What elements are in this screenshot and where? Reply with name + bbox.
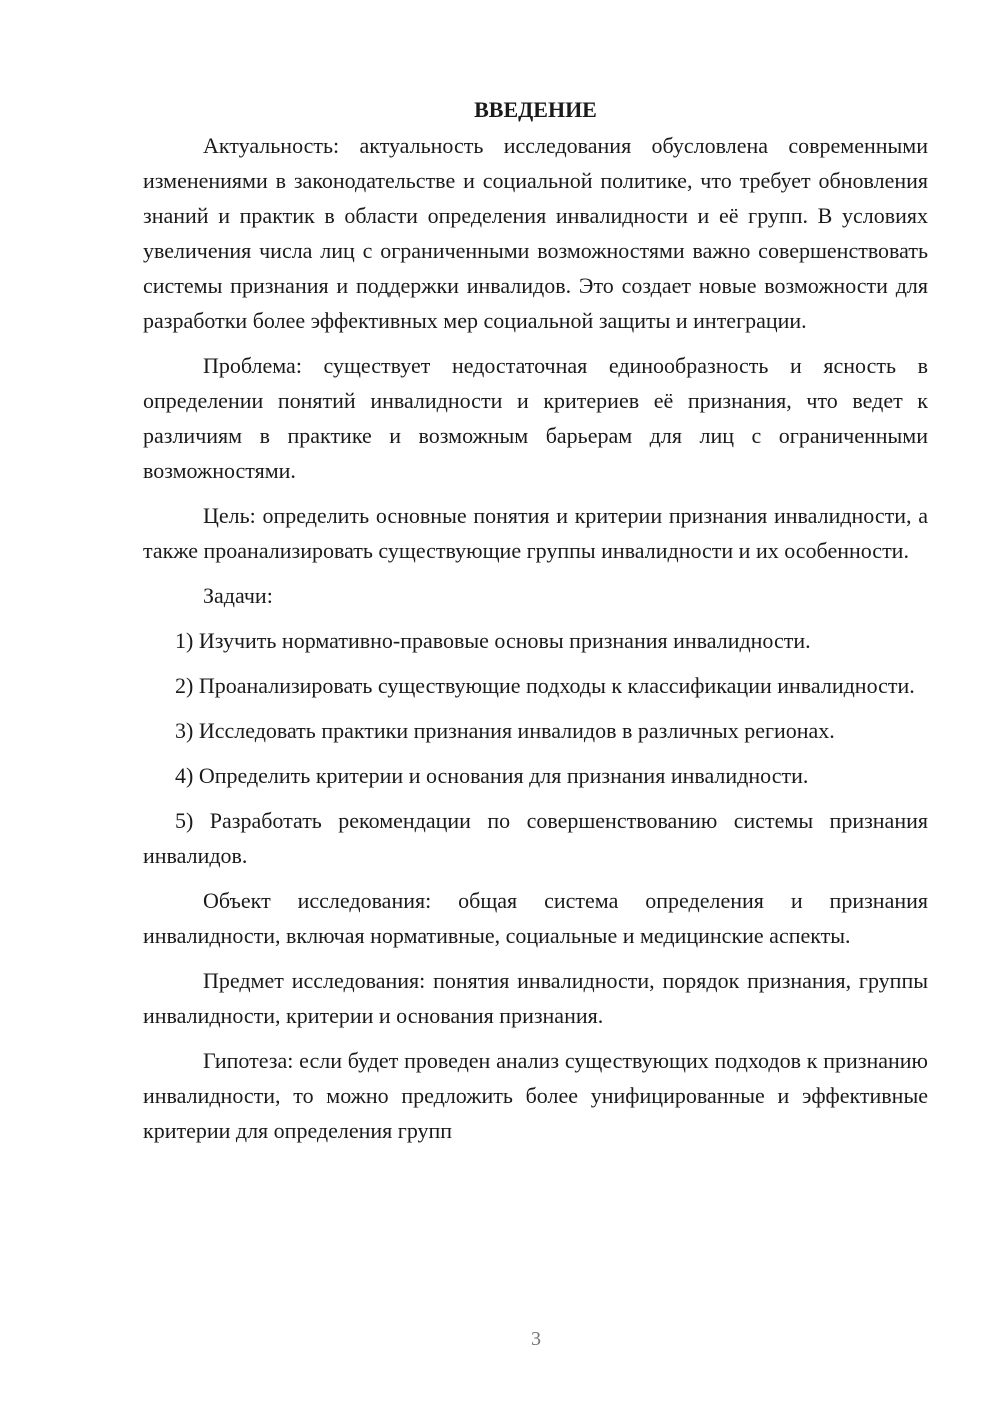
problem-paragraph: Проблема: существует недостаточная единообразность и ясность в определении понятий инвалидности и критериев её признания, что ведет к различиям в практике и возможным барьерам для лиц с ограниченными возможностями. [143, 353, 928, 483]
list-item: 1) Изучить нормативно-правовые основы признания инвалидности. [175, 628, 811, 653]
relevance-paragraph: Актуальность: актуальность исследования обусловлена современными изменениями в законодательстве и социальной политике, что требует обновления знаний и практик в области определения инвалидности и её групп. В условиях увеличения числа лиц с ограниченными возможностями важно совершенствовать системы признания и поддержки инвалидов. Это создает новые возможности для разработки более эффективных мер социальной защиты и интеграции. [143, 133, 928, 333]
subject-paragraph: Предмет исследования: понятия инвалидности, порядок признания, группы инвалидности, критерии и основания признания. [143, 968, 928, 1028]
page-number: 3 [531, 1328, 541, 1350]
list-item: 2) Проанализировать существующие подходы к классификации инвалидности. [175, 673, 915, 698]
tasks-list [143, 623, 928, 873]
goal-paragraph: Цель: определить основные понятия и критерии признания инвалидности, а также проанализировать существующие группы инвалидности и их особенности. [143, 503, 928, 563]
list-item: 5) Разработать рекомендации по совершенствованию системы признания инвалидов. [143, 808, 928, 868]
hypothesis-paragraph: Гипотеза: если будет проведен анализ существующих подходов к признанию инвалидности, то можно предложить более унифицированные и эффективные критерии для определения групп [143, 1048, 928, 1143]
list-item: 4) Определить критерии и основания для признания инвалидности. [175, 763, 809, 788]
object-paragraph: Объект исследования: общая система определения и признания инвалидности, включая нормативные, социальные и медицинские аспекты. [143, 888, 928, 948]
list-item: 3) Исследовать практики признания инвалидов в различных регионах. [175, 718, 835, 743]
page-title: ВВЕДЕНИЕ [474, 97, 597, 122]
document-page [143, 92, 928, 1158]
tasks-label: Задачи: [203, 583, 273, 608]
